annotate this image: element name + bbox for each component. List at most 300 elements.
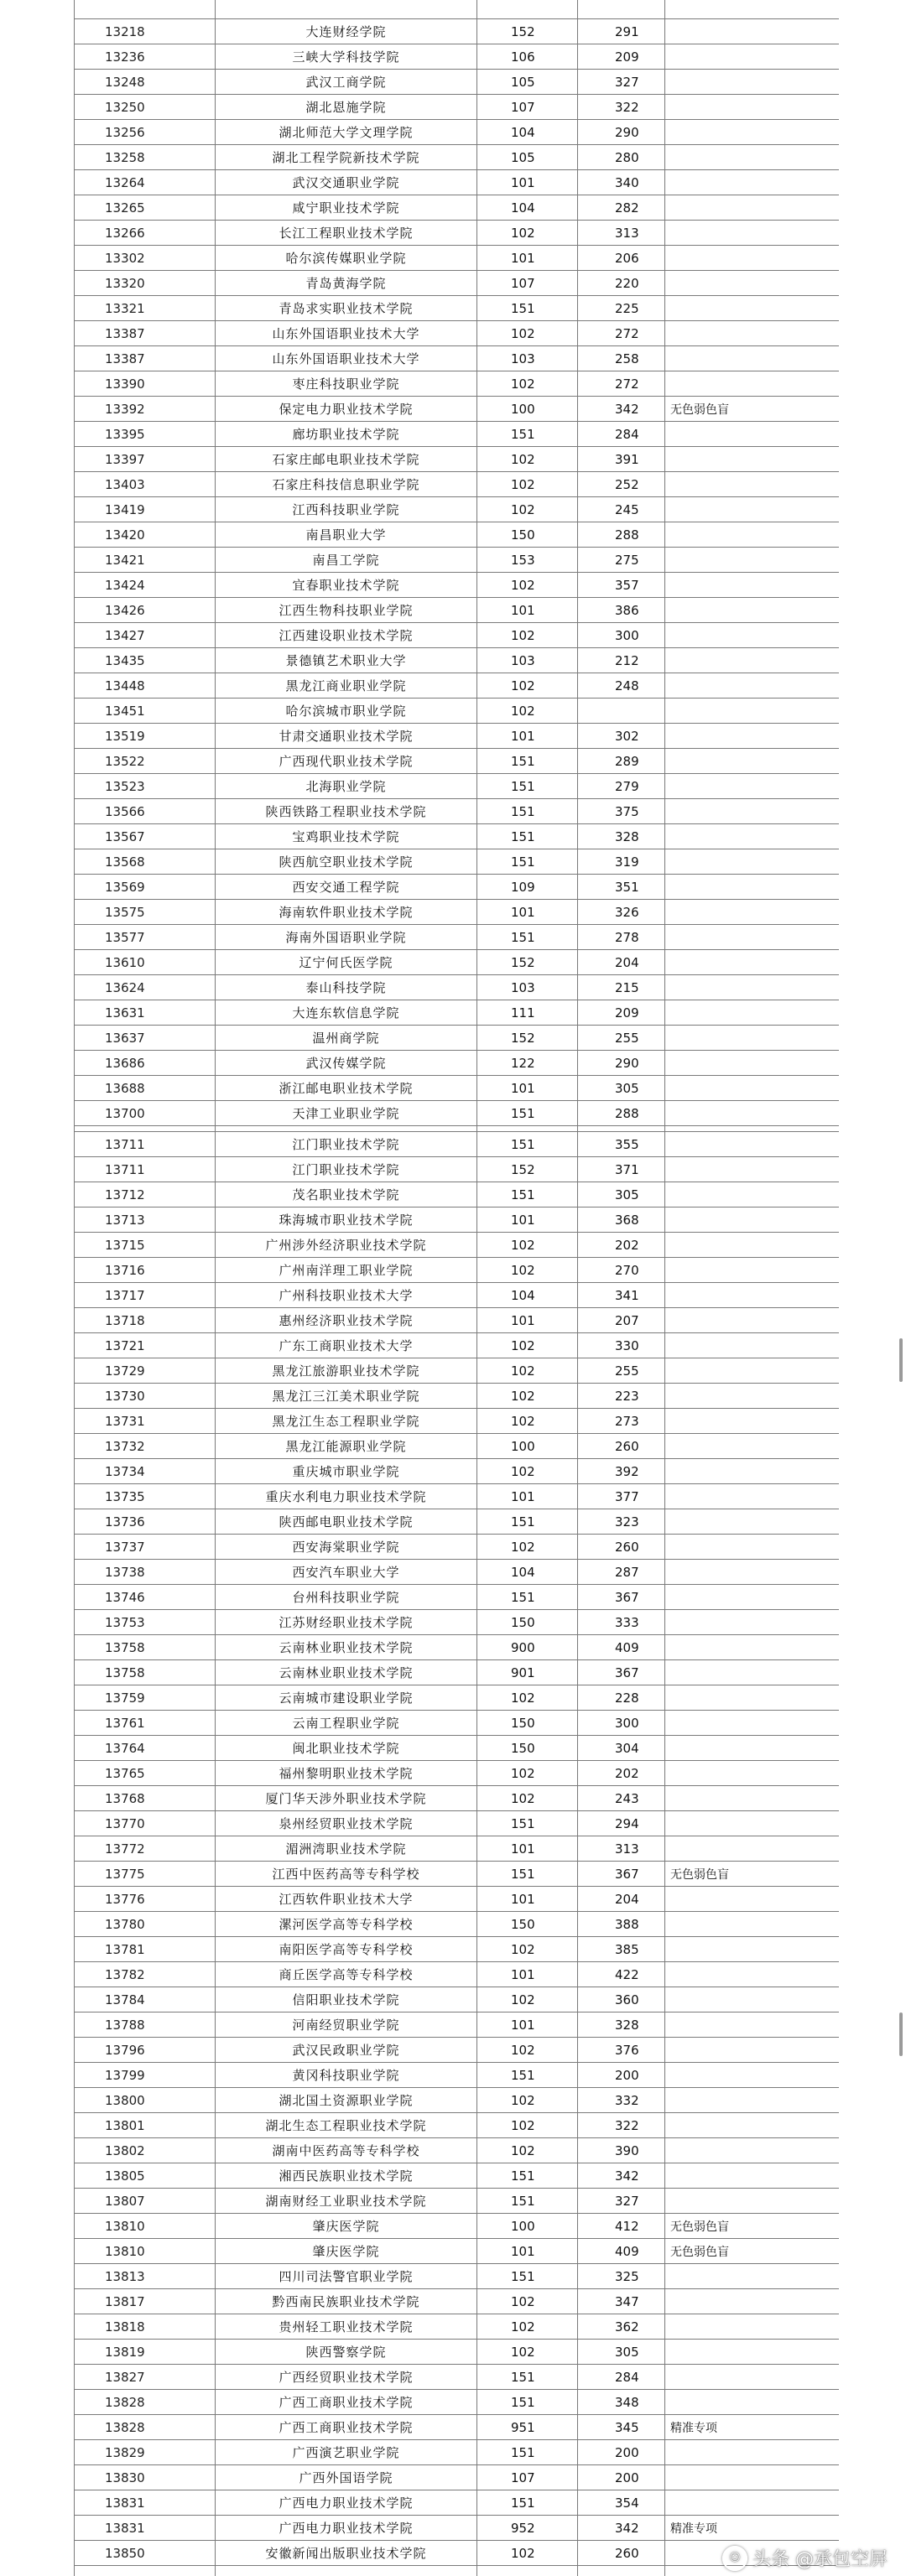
table-row (75, 19, 840, 44)
min-score-cell: 332 (578, 2088, 665, 2113)
table-row (75, 724, 840, 749)
min-score-cell: 202 (578, 1761, 665, 1786)
school-code-cell: 13737 (75, 1535, 216, 1560)
school-code-cell: 13390 (75, 371, 216, 397)
min-score-cell: 245 (578, 497, 665, 522)
plan-code-cell: 100 (477, 1434, 578, 1459)
min-score-cell: 300 (578, 623, 665, 648)
school-name-cell: 武汉民政职业学院 (216, 2038, 477, 2063)
plan-code-cell: 151 (477, 925, 578, 950)
table-row (75, 271, 840, 296)
table-row (75, 2063, 840, 2088)
school-code-cell: 13729 (75, 1358, 216, 1384)
note-cell (665, 1283, 840, 1308)
school-name-cell: 宝鸡职业技术学院 (216, 824, 477, 849)
plan-code-cell: 100 (477, 2214, 578, 2239)
table-row (75, 1132, 840, 1157)
table-row (75, 1685, 840, 1711)
plan-code-cell: 101 (477, 1836, 578, 1862)
plan-code-cell: 107 (477, 95, 578, 120)
plan-code-cell: 102 (477, 1786, 578, 1811)
school-code-cell: 13775 (75, 1862, 216, 1887)
school-name-cell: 南昌职业大学 (216, 522, 477, 548)
note-cell (665, 1000, 840, 1026)
min-score-cell: 243 (578, 1786, 665, 1811)
school-code-cell: 13753 (75, 1610, 216, 1635)
table-row (75, 522, 840, 548)
note-cell (665, 1026, 840, 1051)
table-row (75, 1026, 840, 1051)
plan-code-cell: 150 (477, 1711, 578, 1736)
min-score-cell: 313 (578, 1836, 665, 1862)
school-name-cell: 河南经贸职业学院 (216, 2012, 477, 2038)
table-row (75, 623, 840, 648)
school-name-cell: 云南林业职业技术学院 (216, 1635, 477, 1660)
note-cell (665, 2440, 840, 2465)
note-cell (665, 648, 840, 673)
school-code-cell: 13768 (75, 1786, 216, 1811)
plan-code-cell: 151 (477, 2365, 578, 2390)
note-cell (665, 1937, 840, 1962)
school-code-cell: 13761 (75, 1711, 216, 1736)
note-cell (665, 2314, 840, 2340)
plan-code-cell: 151 (477, 1132, 578, 1157)
note-cell (665, 221, 840, 246)
note-cell (665, 1736, 840, 1761)
min-score-cell: 322 (578, 95, 665, 120)
min-score-cell: 220 (578, 271, 665, 296)
table-row (75, 2012, 840, 2038)
note-cell (665, 2038, 840, 2063)
min-score-cell: 260 (578, 2541, 665, 2566)
school-code-cell: 13264 (75, 170, 216, 195)
school-code-cell: 13735 (75, 1484, 216, 1509)
min-score-cell: 368 (578, 1208, 665, 1233)
table-row (75, 1484, 840, 1509)
school-name-cell: 商丘医学高等专科学校 (216, 1962, 477, 1987)
plan-code-cell: 102 (477, 1333, 578, 1358)
plan-code-cell: 109 (477, 875, 578, 900)
note-cell (665, 799, 840, 824)
note-cell (665, 2189, 840, 2214)
note-cell (665, 1585, 840, 1610)
plan-code-cell: 106 (477, 44, 578, 70)
table-row (75, 799, 840, 824)
plan-code-cell: 101 (477, 1484, 578, 1509)
note-cell: 无色弱色盲 (665, 1862, 840, 1887)
plan-code-cell: 101 (477, 1962, 578, 1987)
min-score-cell: 291 (578, 19, 665, 44)
school-code-cell: 13403 (75, 472, 216, 497)
school-name-cell: 黑龙江商业职业学院 (216, 673, 477, 699)
plan-code-cell: 102 (477, 472, 578, 497)
school-code-cell: 13427 (75, 623, 216, 648)
min-score-cell: 305 (578, 1076, 665, 1101)
school-name-cell: 海南外国语职业学院 (216, 925, 477, 950)
school-code-cell: 13713 (75, 1208, 216, 1233)
note-cell (665, 2390, 840, 2415)
table-row (75, 648, 840, 673)
table-row (75, 1208, 840, 1233)
school-name-cell: 海南软件职业技术学院 (216, 900, 477, 925)
plan-code-cell: 102 (477, 573, 578, 598)
school-name-cell: 肇庆医学院 (216, 2214, 477, 2239)
plan-code-cell: 107 (477, 2465, 578, 2490)
table-row (75, 1610, 840, 1635)
school-code-cell: 13831 (75, 2490, 216, 2516)
school-name-cell: 茂名职业技术学院 (216, 1182, 477, 1208)
school-code-cell: 13265 (75, 195, 216, 221)
school-code-cell: 13807 (75, 2189, 216, 2214)
table-row (75, 2189, 840, 2214)
school-code-cell: 13715 (75, 1233, 216, 1258)
school-name-cell: 江门职业技术学院 (216, 1132, 477, 1157)
plan-code-cell: 102 (477, 699, 578, 724)
min-score-cell: 206 (578, 246, 665, 271)
min-score-cell: 386 (578, 598, 665, 623)
table-row (75, 145, 840, 170)
school-name-cell: 陕西警察学院 (216, 2340, 477, 2365)
school-name-cell: 广州南洋理工职业学院 (216, 1258, 477, 1283)
min-score-cell: 278 (578, 925, 665, 950)
table-row (75, 2163, 840, 2189)
note-cell (665, 2113, 840, 2138)
watermark-logo-icon: ☺ (722, 2546, 747, 2571)
table-row (75, 170, 840, 195)
school-name-cell: 黑龙江旅游职业技术学院 (216, 1358, 477, 1384)
school-code-cell: 13522 (75, 749, 216, 774)
table-row (75, 447, 840, 472)
min-score-cell: 279 (578, 774, 665, 799)
plan-code-cell: 151 (477, 749, 578, 774)
school-name-cell: 山东外国语职业技术大学 (216, 346, 477, 371)
min-score-cell: 200 (578, 2063, 665, 2088)
table-row (75, 749, 840, 774)
school-code-cell: 13780 (75, 1912, 216, 1937)
school-code-cell: 13420 (75, 522, 216, 548)
school-name-cell: 湖南财经工业职业技术学院 (216, 2189, 477, 2214)
table-row (75, 975, 840, 1000)
table-row (75, 1308, 840, 1333)
school-name-cell: 武汉工商学院 (216, 70, 477, 95)
school-name-cell: 安徽新闻出版职业技术学院 (216, 2541, 477, 2566)
min-score-cell: 341 (578, 1283, 665, 1308)
plan-code-cell: 951 (477, 2415, 578, 2440)
school-name-cell: 石家庄邮电职业技术学院 (216, 447, 477, 472)
plan-code-cell: 151 (477, 774, 578, 799)
min-score-cell: 228 (578, 1685, 665, 1711)
table-row (75, 673, 840, 699)
table-row (75, 1233, 840, 1258)
plan-code-cell: 102 (477, 1409, 578, 1434)
plan-code-cell: 151 (477, 799, 578, 824)
school-code-cell: 13828 (75, 2390, 216, 2415)
note-cell: 无色弱色盲 (665, 2214, 840, 2239)
min-score-cell: 272 (578, 371, 665, 397)
note-cell (665, 875, 840, 900)
school-code-cell: 13810 (75, 2239, 216, 2264)
school-code-cell: 13732 (75, 1434, 216, 1459)
school-code-cell: 13721 (75, 1333, 216, 1358)
min-score-cell: 252 (578, 472, 665, 497)
plan-code-cell: 101 (477, 170, 578, 195)
note-cell (665, 44, 840, 70)
plan-code-cell: 102 (477, 1535, 578, 1560)
plan-code-cell: 103 (477, 346, 578, 371)
school-name-cell: 云南林业职业技术学院 (216, 1660, 477, 1685)
school-name-cell: 大连东软信息学院 (216, 1000, 477, 1026)
note-cell (665, 1126, 840, 1132)
school-name-cell: 黑龙江三江美术职业学院 (216, 1384, 477, 1409)
note-cell (665, 1635, 840, 1660)
table-row (75, 1182, 840, 1208)
min-score-cell: 258 (578, 346, 665, 371)
school-code-cell: 13813 (75, 2264, 216, 2289)
min-score-cell: 345 (578, 2415, 665, 2440)
plan-code-cell: 150 (477, 1912, 578, 1937)
school-code-cell: 13805 (75, 2163, 216, 2189)
min-score-cell: 355 (578, 1132, 665, 1157)
table-row (75, 1836, 840, 1862)
plan-code-cell: 103 (477, 648, 578, 673)
school-code-cell: 13421 (75, 548, 216, 573)
plan-code-cell: 102 (477, 1258, 578, 1283)
table-row (75, 900, 840, 925)
table-row (75, 1811, 840, 1836)
school-name-cell: 哈尔滨传媒职业学院 (216, 246, 477, 271)
note-cell (665, 950, 840, 975)
min-score-cell: 200 (578, 2440, 665, 2465)
table-row (75, 497, 840, 522)
scrollbar-thumb[interactable] (899, 1338, 903, 1382)
plan-code-cell: 102 (477, 1358, 578, 1384)
note-cell: 无色弱色盲 (665, 397, 840, 422)
min-score-cell: 347 (578, 2289, 665, 2314)
school-name-cell: 广东工商职业技术大学 (216, 1333, 477, 1358)
note-cell (665, 120, 840, 145)
table-row (75, 2239, 840, 2264)
min-score-cell: 209 (578, 44, 665, 70)
school-name-cell: 广西现代职业技术学院 (216, 749, 477, 774)
school-name-cell: 江苏财经职业技术学院 (216, 1610, 477, 1635)
plan-code-cell: 901 (477, 1660, 578, 1685)
school-code-cell: 13730 (75, 1384, 216, 1409)
school-code-cell: 13236 (75, 44, 216, 70)
table-row (75, 246, 840, 271)
min-score-cell: 409 (578, 2239, 665, 2264)
plan-code-cell: 101 (477, 2012, 578, 2038)
school-name-cell: 山东外国语职业技术大学 (216, 321, 477, 346)
table-row (75, 2340, 840, 2365)
school-code-cell: 13575 (75, 900, 216, 925)
min-score-cell: 328 (578, 824, 665, 849)
school-code-cell: 13850 (75, 2541, 216, 2566)
note-cell (665, 1051, 840, 1076)
note-cell (665, 849, 840, 875)
table-row (75, 2088, 840, 2113)
min-score-cell: 319 (578, 849, 665, 875)
school-name-cell: 广西外国语学院 (216, 2465, 477, 2490)
table-row (75, 422, 840, 447)
table-row (75, 1862, 840, 1887)
plan-code-cell: 102 (477, 371, 578, 397)
note-cell (665, 900, 840, 925)
min-score-cell: 376 (578, 2038, 665, 2063)
plan-code-cell: 102 (477, 2541, 578, 2566)
min-score-cell: 255 (578, 1358, 665, 1384)
school-code-cell: 13731 (75, 1409, 216, 1434)
plan-code-cell: 151 (477, 2163, 578, 2189)
plan-code-cell: 151 (477, 296, 578, 321)
school-name-cell: 宜春职业技术学院 (216, 573, 477, 598)
table-row (75, 1157, 840, 1182)
note-cell (665, 497, 840, 522)
plan-code-cell (477, 0, 578, 19)
school-name-cell: 三峡大学科技学院 (216, 44, 477, 70)
school-code-cell: 13802 (75, 2138, 216, 2163)
min-score-cell: 313 (578, 221, 665, 246)
school-code-cell: 13686 (75, 1051, 216, 1076)
note-cell (665, 2163, 840, 2189)
note-cell (665, 2340, 840, 2365)
admission-score-table (74, 0, 839, 2576)
plan-code-cell: 102 (477, 2340, 578, 2365)
scrollbar-thumb-secondary[interactable] (899, 2012, 903, 2056)
plan-code-cell: 152 (477, 19, 578, 44)
note-cell: 精准专项 (665, 2516, 840, 2541)
plan-code-cell: 101 (477, 1076, 578, 1101)
school-name-cell: 黄冈科技职业学院 (216, 2063, 477, 2088)
plan-code-cell (477, 2566, 578, 2576)
school-code-cell: 13387 (75, 321, 216, 346)
plan-code-cell: 102 (477, 2088, 578, 2113)
school-name-cell: 四川司法警官职业学院 (216, 2264, 477, 2289)
plan-code-cell: 150 (477, 522, 578, 548)
plan-code-cell: 102 (477, 623, 578, 648)
note-cell (665, 1157, 840, 1182)
min-score-cell: 390 (578, 2138, 665, 2163)
min-score-cell: 328 (578, 2012, 665, 2038)
plan-code-cell: 102 (477, 2314, 578, 2340)
school-code-cell: 13831 (75, 2516, 216, 2541)
min-score-cell: 388 (578, 1912, 665, 1937)
school-name-cell: 石家庄科技信息职业学院 (216, 472, 477, 497)
school-name-cell: 重庆水利电力职业技术学院 (216, 1484, 477, 1509)
plan-code-cell: 151 (477, 422, 578, 447)
school-code-cell: 13218 (75, 19, 216, 44)
school-name-cell: 湖北国土资源职业学院 (216, 2088, 477, 2113)
school-code-cell: 13764 (75, 1736, 216, 1761)
table-row (75, 1000, 840, 1026)
table-row (75, 774, 840, 799)
note-cell (665, 1459, 840, 1484)
note-cell (665, 623, 840, 648)
school-name-cell: 南阳医学高等专科学校 (216, 1937, 477, 1962)
table-row (75, 0, 840, 19)
note-cell (665, 699, 840, 724)
table-row (75, 1409, 840, 1434)
school-name-cell: 咸宁职业技术学院 (216, 195, 477, 221)
table-row (75, 472, 840, 497)
school-code-cell: 13631 (75, 1000, 216, 1026)
plan-code-cell: 102 (477, 2038, 578, 2063)
table-row (75, 1635, 840, 1660)
plan-code-cell: 101 (477, 1887, 578, 1912)
note-cell (665, 1811, 840, 1836)
school-code-cell: 13801 (75, 2113, 216, 2138)
min-score-cell: 215 (578, 975, 665, 1000)
school-code-cell: 13424 (75, 573, 216, 598)
table-row (75, 875, 840, 900)
table-row (75, 95, 840, 120)
table-row (75, 120, 840, 145)
school-code-cell: 13830 (75, 2465, 216, 2490)
note-cell (665, 0, 840, 19)
school-name-cell: 广西演艺职业学院 (216, 2440, 477, 2465)
plan-code-cell: 101 (477, 2239, 578, 2264)
note-cell (665, 1182, 840, 1208)
min-score-cell: 348 (578, 2390, 665, 2415)
note-cell (665, 2138, 840, 2163)
note-cell (665, 1358, 840, 1384)
min-score-cell: 280 (578, 145, 665, 170)
note-cell (665, 447, 840, 472)
note-cell (665, 1208, 840, 1233)
table-row (75, 2214, 840, 2239)
plan-code-cell: 102 (477, 1987, 578, 2012)
school-code-cell: 13810 (75, 2214, 216, 2239)
table-row (75, 2113, 840, 2138)
plan-code-cell: 105 (477, 145, 578, 170)
table-row (75, 2440, 840, 2465)
min-score-cell: 360 (578, 1987, 665, 2012)
plan-code-cell: 101 (477, 1208, 578, 1233)
school-name-cell: 广州涉外经济职业技术学院 (216, 1233, 477, 1258)
table-row (75, 1987, 840, 2012)
min-score-cell (578, 0, 665, 19)
school-name-cell: 珠海城市职业技术学院 (216, 1208, 477, 1233)
school-code-cell: 13718 (75, 1308, 216, 1333)
school-code-cell (75, 0, 216, 19)
min-score-cell: 325 (578, 2264, 665, 2289)
plan-code-cell: 102 (477, 497, 578, 522)
plan-code-cell: 102 (477, 1384, 578, 1409)
min-score-cell (578, 2566, 665, 2576)
plan-code-cell: 104 (477, 120, 578, 145)
table-row (75, 221, 840, 246)
school-name-cell: 大连财经学院 (216, 19, 477, 44)
table-row (75, 1761, 840, 1786)
min-score-cell: 354 (578, 2490, 665, 2516)
note-cell (665, 1101, 840, 1126)
note-cell (665, 824, 840, 849)
note-cell (665, 1509, 840, 1535)
plan-code-cell (477, 1126, 578, 1132)
note-cell (665, 1308, 840, 1333)
table-row (75, 397, 840, 422)
school-code-cell: 13392 (75, 397, 216, 422)
school-code-cell: 13321 (75, 296, 216, 321)
school-name-cell: 江西生物科技职业学院 (216, 598, 477, 623)
note-cell (665, 246, 840, 271)
min-score-cell: 392 (578, 1459, 665, 1484)
school-name-cell: 湖北生态工程职业技术学院 (216, 2113, 477, 2138)
school-code-cell: 13448 (75, 673, 216, 699)
table-row (75, 2038, 840, 2063)
table-row (75, 1535, 840, 1560)
min-score-cell: 288 (578, 522, 665, 548)
plan-code-cell: 152 (477, 1157, 578, 1182)
